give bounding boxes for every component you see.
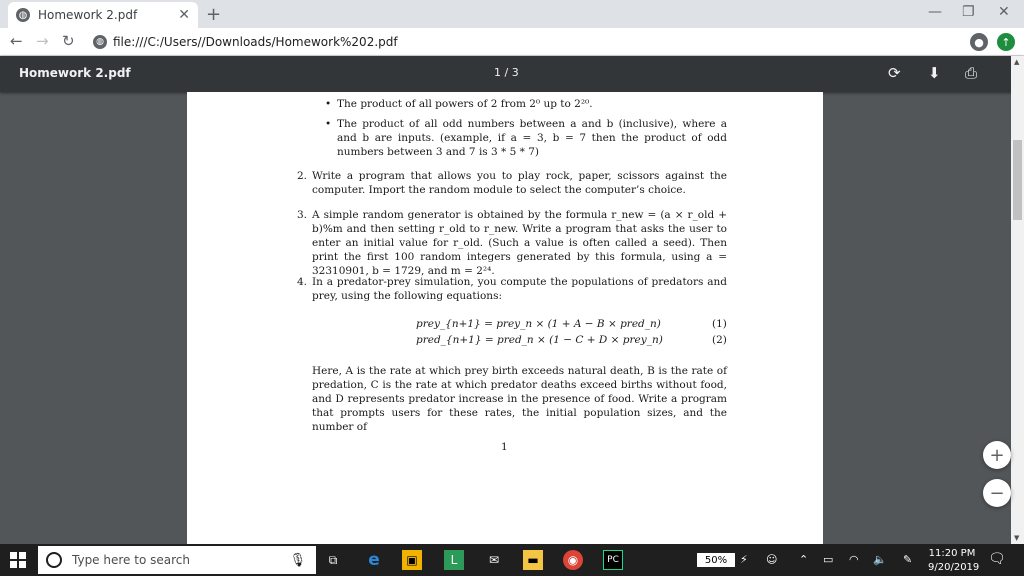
- zoom-in-button[interactable]: +: [983, 441, 1011, 469]
- plus-icon[interactable]: +: [206, 4, 222, 25]
- window-close-icon[interactable]: ✕: [998, 4, 1010, 20]
- tab-homework-pdf[interactable]: [8, 2, 198, 28]
- scrollbar-thumb[interactable]: [1013, 140, 1022, 220]
- scrollbar[interactable]: [1011, 56, 1024, 544]
- reload-icon[interactable]: ↻: [62, 32, 75, 50]
- taskbar-search[interactable]: [38, 546, 316, 574]
- page-number: 1: [501, 441, 508, 453]
- windows-start-icon[interactable]: [10, 552, 26, 568]
- minimize-icon[interactable]: —: [928, 4, 942, 20]
- equation-2: pred_{n+1} = pred_n × (1 − C + D × prey_n): [416, 334, 663, 346]
- zoom-out-button[interactable]: −: [983, 479, 1011, 507]
- chevron-up-icon[interactable]: ⌃: [799, 553, 809, 566]
- rotate-icon[interactable]: ⟳: [888, 64, 901, 82]
- pdf-toolbar: [0, 56, 1024, 92]
- equation-1: prey_{n+1} = prey_n × (1 + A − B × pred_n): [416, 318, 661, 330]
- globe-icon: ◍: [16, 8, 30, 22]
- microphone-icon[interactable]: 🎙: [289, 552, 306, 568]
- clock[interactable]: [928, 547, 980, 575]
- file-explorer-icon[interactable]: ▬: [523, 550, 543, 570]
- close-icon[interactable]: ✕: [178, 7, 190, 23]
- task-view-icon[interactable]: ⧉: [328, 552, 338, 567]
- download-icon[interactable]: ⬇: [928, 64, 941, 82]
- search-circle-icon: [46, 552, 62, 568]
- tab-title: Homework 2.pdf: [38, 8, 138, 22]
- equation-2-label: (2): [712, 334, 727, 346]
- address-toolbar: [0, 28, 1024, 56]
- battery-indicator[interactable]: 50%: [697, 553, 735, 567]
- pycharm-icon[interactable]: PC: [603, 550, 623, 570]
- page-indicator[interactable]: 1 / 3: [494, 66, 519, 79]
- taskbar: [0, 544, 1024, 576]
- tab-strip: [0, 0, 1024, 28]
- power-icon[interactable]: ⚡: [740, 553, 748, 566]
- globe-icon: ◍: [93, 35, 107, 49]
- mail-icon[interactable]: ✉: [488, 553, 500, 567]
- equation-1-label: (1): [712, 318, 727, 330]
- pdf-page: • The product of all powers of 2 from 2⁰ up to 2²⁰. • The product of all odd numbers between a and b (inclusive), where a and b are inputs. (example, if a = 3, b = 7 then the product of odd numbers between 3 and 7 is 3 * 5 * 7) 2. Write a program that allows you to play rock, paper, scissors against the computer. Import the random module to select the computer’s choice. 3. A simple random generator is obtained by the formula r_new = (a × r_old + b)%m and then setting r_old to r_new. Write a program that asks the user to enter an initial value for r_old. (Such a value is often called a seed). Then print the first 100 random integers generated by this formula, using a = 32310901, b = 1729, and m = 2²⁴. 4. In a predator-prey simulation, you compute the populations of predators and prey, using the following equations: prey_{n+1} = prey_n × (1 + A − B × pred_n) (1) pred_{n+1} = pred_n × (1 − C + D × prey_n) (2) Here, A is the rate at which prey birth exceeds natural death, B is the rate of predation, C is the rate at which predator deaths exceed births without food, and D represents predator increase in the presence of food. Write a program that prompts users for these rates, the initial population sizes, and the number of 1: [187, 92, 823, 544]
- avatar-icon[interactable]: ●: [970, 33, 988, 51]
- search-placeholder: Type here to search: [72, 553, 190, 567]
- chrome-icon[interactable]: ◉: [563, 550, 583, 570]
- volume-icon[interactable]: 🔈: [873, 553, 887, 566]
- clock-time: 11:20 PM: [928, 548, 976, 559]
- scroll-up-icon[interactable]: ▲: [1014, 58, 1020, 66]
- print-icon[interactable]: ⎙: [965, 64, 978, 82]
- lens-app-icon[interactable]: L: [444, 550, 464, 570]
- edge-icon[interactable]: e: [368, 550, 380, 570]
- people-icon[interactable]: ☺: [766, 553, 778, 566]
- update-icon[interactable]: ↑: [997, 33, 1015, 51]
- wifi-icon[interactable]: ◠: [849, 553, 859, 566]
- notification-icon[interactable]: 🗨: [988, 551, 1006, 567]
- restore-icon[interactable]: ❐: [962, 4, 975, 20]
- pdf-title: Homework 2.pdf: [19, 66, 131, 80]
- clock-date: 9/20/2019: [928, 562, 980, 573]
- forward-icon[interactable]: →: [36, 32, 49, 50]
- pen-icon[interactable]: ✎: [903, 553, 913, 566]
- battery-icon[interactable]: ▭: [823, 553, 834, 566]
- url-field[interactable]: file:///C:/Users//Downloads/Homework%202.pdf: [113, 35, 398, 49]
- store-icon[interactable]: ▣: [402, 550, 422, 570]
- back-icon[interactable]: ←: [10, 32, 23, 50]
- scroll-down-icon[interactable]: ▼: [1014, 534, 1020, 542]
